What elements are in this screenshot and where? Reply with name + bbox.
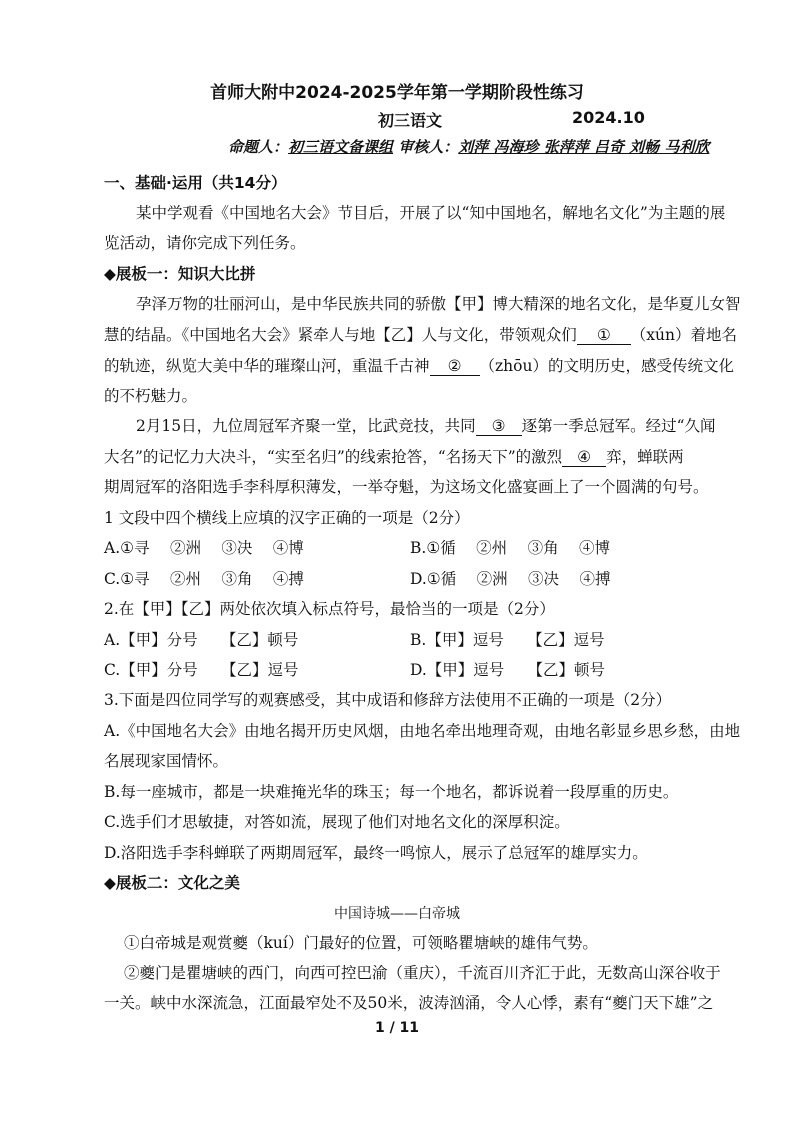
passage-text: （zhōu）的文明历史，感受传统文化 (479, 357, 734, 375)
passage-line: 期周冠军的洛阳选手李科厚积薄发，一举夺魁，为这场文化盛宴画上了一个圆满的句号。 (104, 478, 709, 496)
q1-option-a: A.①寻 ②洲 ③决 ④博 (104, 539, 304, 557)
article-paragraph-2: ②夔门是瞿塘峡的西门，向西可控巴渝（重庆），千流百川齐汇于此，无数高山深谷收于 (124, 964, 721, 982)
passage-line: 孕泽万物的壮丽河山，是中华民族共同的骄傲【甲】博大精深的地名文化，是华夏儿女智 (136, 295, 741, 313)
exam-date: 2024.10 (572, 108, 645, 127)
passage-line: 的不朽魅力。 (104, 387, 198, 405)
passage-text: 慧的结晶。《中国地名大会》紧牵人与地【乙】人与文化，带领观众们 (104, 326, 577, 344)
q2-option-c: C.【甲】分号 【乙】逗号 (104, 661, 299, 679)
passage-line (104, 354, 734, 376)
q1-option-c: C.①寻 ②州 ③角 ④搏 (104, 570, 304, 588)
q3-option-a: A.《中国地名大会》由地名揭开历史风烟，由地名牵出地理奇观，由地名彰显乡思乡愁，由地 (104, 722, 741, 740)
passage-line (104, 323, 737, 345)
q3-option-a-cont: 名展现家国情怀。 (104, 752, 229, 770)
question-1-stem: 1 文段中四个横线上应填的汉字正确的一项是（2分） (104, 509, 470, 527)
passage-text: 2月15日，九位周冠军齐聚一堂，比武竞技，共同 (136, 417, 476, 435)
q2-option-a: A.【甲】分号 【乙】顿号 (104, 631, 299, 649)
article-paragraph-2-cont: 一关。峡中水深流急，江面最窄处不及50米，波涛汹涌，令人心悸，素有“夔门天下雄”之 (104, 994, 714, 1012)
section-heading: 一、基础·运用（共14分） (104, 174, 287, 192)
blank-1: ① (577, 326, 631, 345)
reviewers-label: 审核人： (398, 138, 459, 156)
q2-option-b: B.【甲】逗号 【乙】逗号 (410, 631, 605, 649)
passage-text: 弈，蝉联两 (606, 448, 684, 466)
q2-option-d: D.【甲】逗号 【乙】顿号 (410, 661, 606, 679)
authors-label: 命题人： (228, 138, 289, 156)
board1-heading: ◆展板一：知识大比拼 (104, 265, 256, 283)
q1-option-b: B.①循 ②州 ③角 ④博 (410, 539, 610, 557)
article-paragraph-1: ①白帝城是观赏夔（kuí）门最好的位置，可领略瞿塘峡的雄伟气势。 (124, 934, 598, 952)
q1-option-d: D.①循 ②洲 ③决 ④搏 (410, 570, 611, 588)
authors-line (228, 136, 709, 157)
passage-text: （xún）着地名 (630, 326, 737, 344)
intro-line-2: 览活动，请你完成下列任务。 (104, 234, 306, 252)
blank-3: ③ (476, 417, 522, 436)
passage-line (104, 445, 684, 467)
q3-option-c: C.选手们才思敏捷，对答如流，展现了他们对地名文化的深厚积淀。 (104, 813, 570, 831)
blank-2: ② (430, 357, 480, 376)
subject-label: 初三语文 (378, 111, 443, 130)
q3-option-b: B.每一座城市，都是一块难掩光华的珠玉；每一个地名，都诉说着一段厚重的历史。 (104, 783, 679, 801)
passage-text: 大名”的记忆力大决斗，“实至名归”的线索抢答，“名扬天下”的激烈 (104, 448, 563, 466)
question-2-stem: 2.在【甲】【乙】两处依次填入标点符号，最恰当的一项是（2分） (104, 600, 555, 618)
passage-text: 逐第一季总冠军。经过“久闻 (521, 417, 716, 435)
blank-4: ④ (562, 448, 606, 467)
q3-option-d: D.洛阳选手李科蝉联了两期周冠军，最终一鸣惊人，展示了总冠军的雄厚实力。 (104, 844, 648, 862)
article-title: 中国诗城——白帝城 (334, 906, 460, 922)
passage-text: 的轨迹，纵览大美中华的璀璨山河，重温千古神 (104, 357, 430, 375)
page-number: 1 / 11 (374, 1020, 420, 1036)
authors-value: 初三语文备课组 (288, 138, 394, 156)
reviewers-value: 刘萍 冯海珍 张萍萍 吕奇 刘畅 马利欣 (458, 138, 710, 156)
exam-title: 首师大附中2024-2025学年第一学期阶段性练习 (210, 83, 584, 103)
question-3-stem: 3.下面是四位同学写的观赛感受，其中成语和修辞方法使用不正确的一项是（2分） (104, 691, 672, 709)
passage-line (136, 414, 716, 436)
intro-line-1: 某中学观看《中国地名大会》节目后，开展了以“知中国地名，解地名文化”为主题的展 (136, 204, 726, 222)
board2-heading: ◆展板二：文化之美 (104, 874, 240, 892)
